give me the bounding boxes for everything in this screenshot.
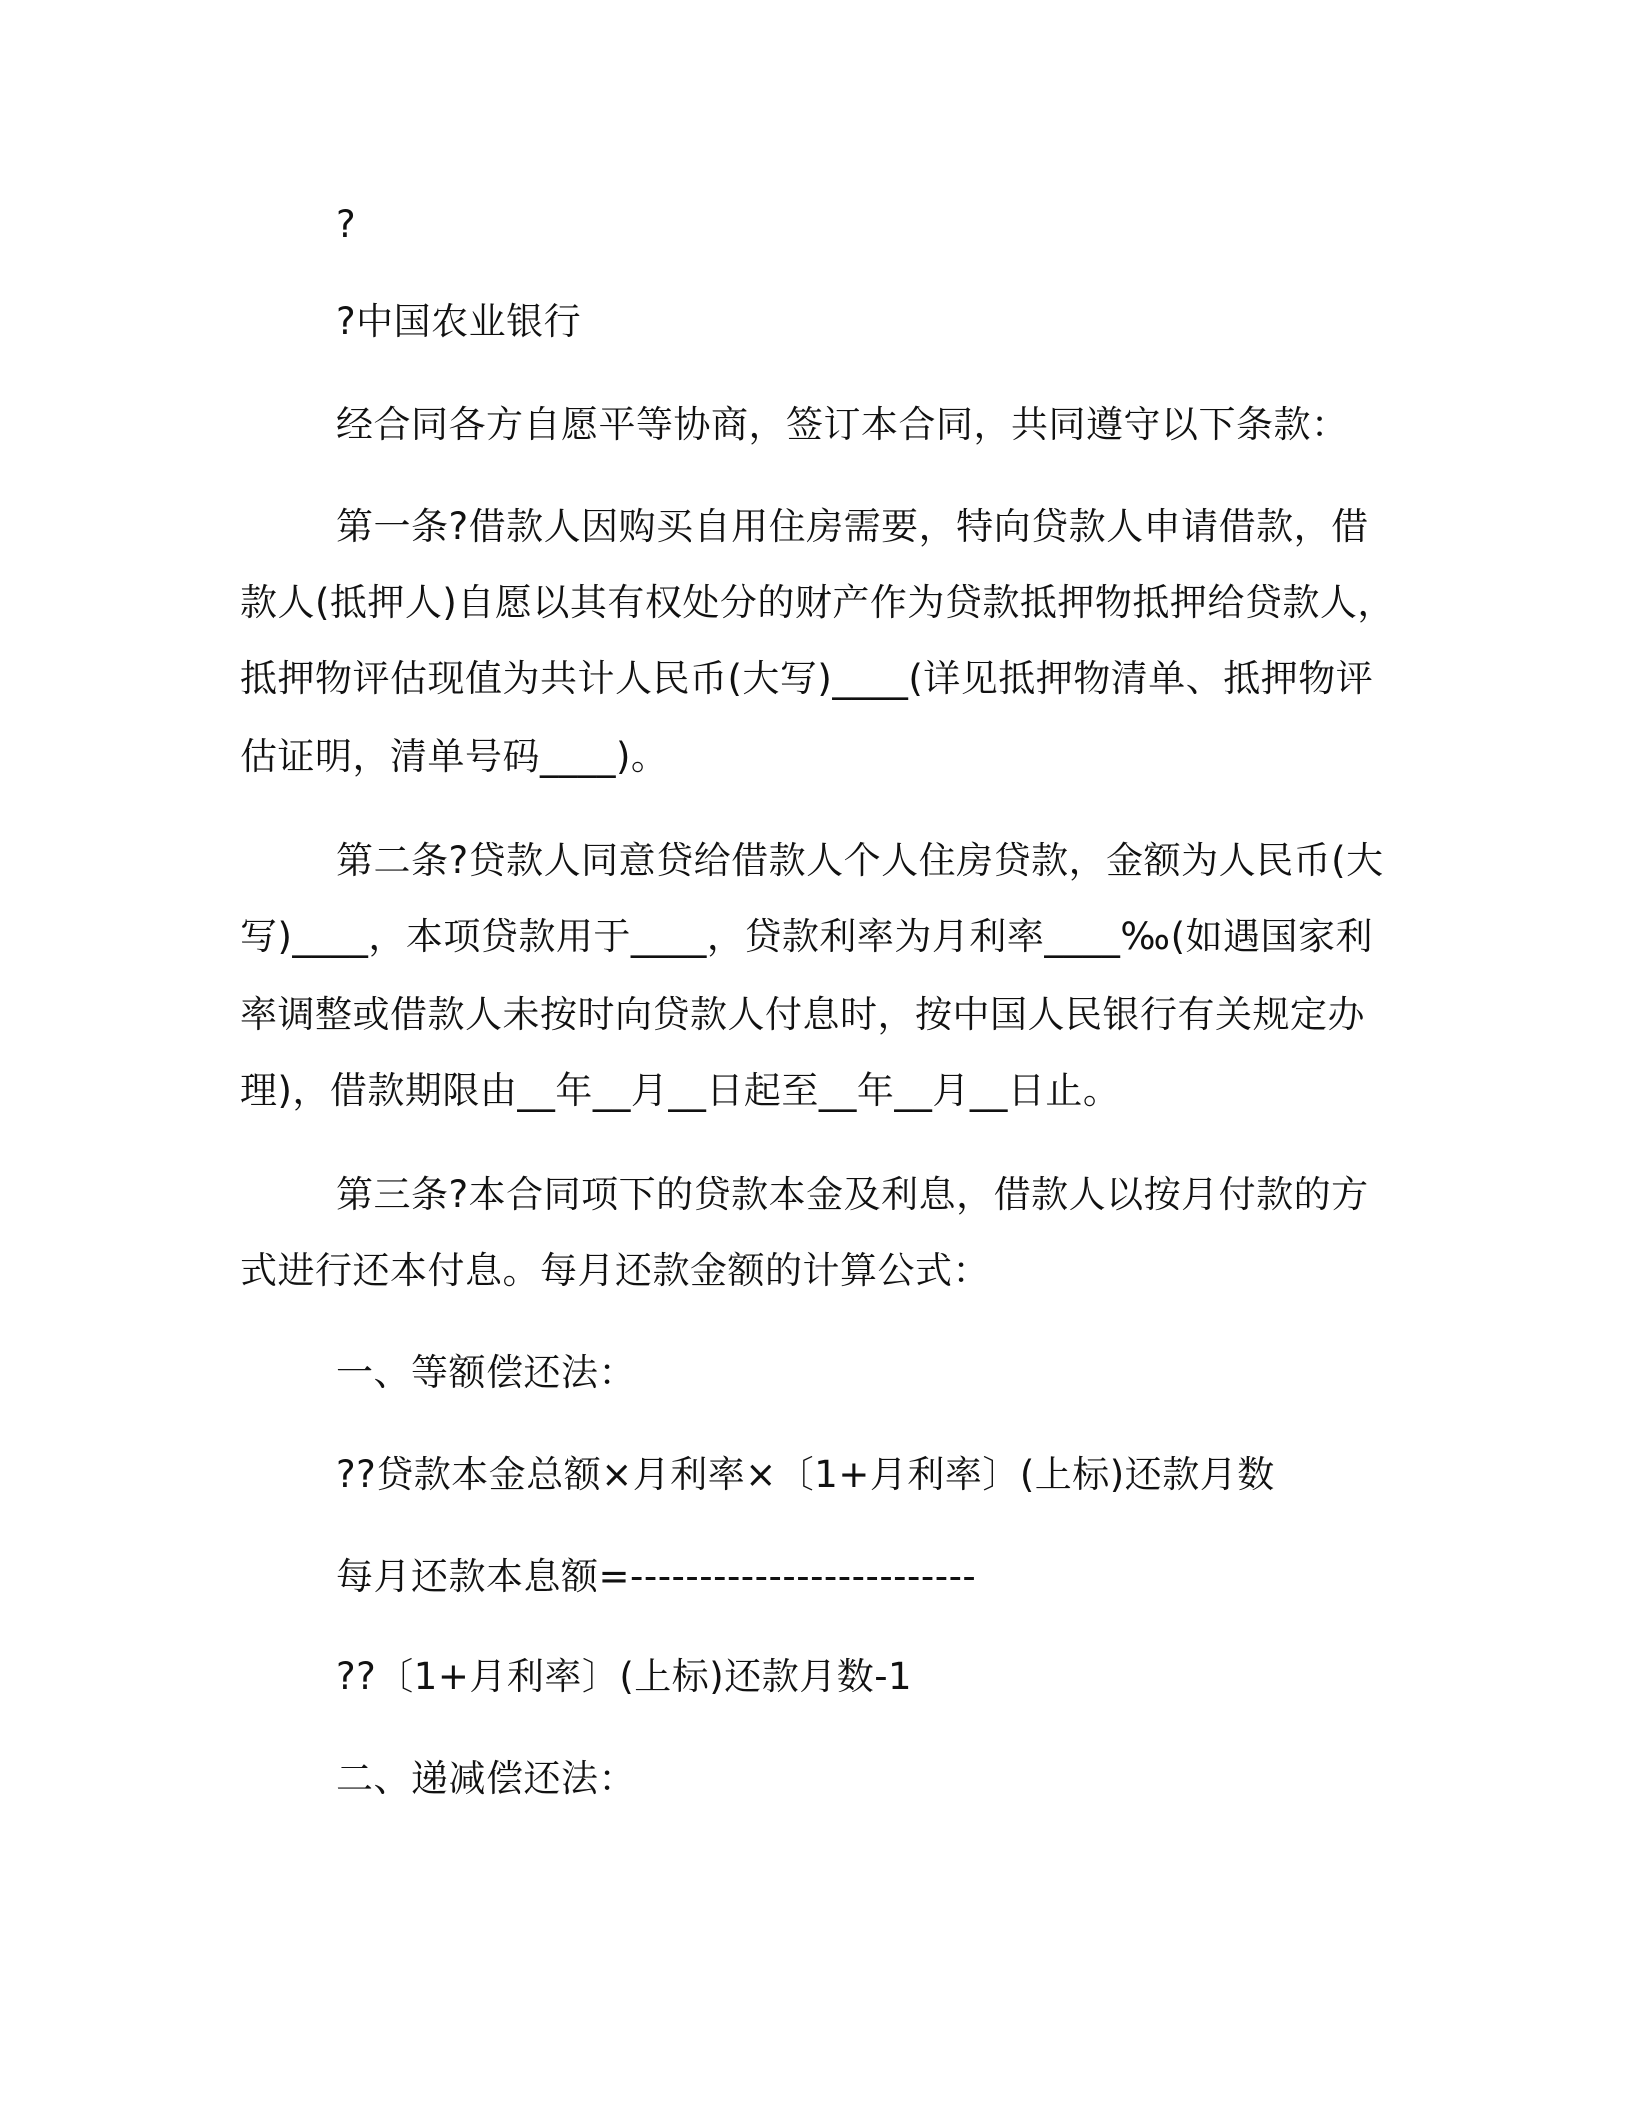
preamble: 经合同各方自愿平等协商，签订本合同，共同遵守以下条款： [336, 403, 1349, 446]
article-1-line-3: 抵押物评估现值为共计人民币(大写)____(详见抵押物清单、抵押物评 [240, 657, 1374, 700]
article-1-line-2: 款人(抵押人)自愿以其有权处分的财产作为贷款抵押物抵押给贷款人， [240, 581, 1395, 624]
article-2-line-3: 率调整或借款人未按时向贷款人付息时，按中国人民银行有关规定办 [240, 993, 1365, 1036]
article-3-line-2: 式进行还本付息。每月还款金额的计算公式： [240, 1249, 990, 1292]
article-2-line-2: 写)____，本项贷款用于____，贷款利率为月利率____‰(如遇国家利 [240, 915, 1374, 958]
document-page [240, 0, 1395, 2112]
method-2-heading: 二、递减偿还法： [336, 1757, 636, 1800]
article-2-line-4: 理)，借款期限由__年__月__日起至__年__月__日止。 [240, 1069, 1121, 1112]
formula-line: 每月还款本息额=------------------------- [336, 1555, 977, 1598]
formula-denominator: ??〔1+月利率〕(上标)还款月数-1 [336, 1655, 913, 1698]
article-2-line-1: 第二条?贷款人同意贷给借款人个人住房贷款，金额为人民币(大 [336, 839, 1384, 882]
bank-name: ?中国农业银行 [336, 300, 582, 343]
article-3-line-1: 第三条?本合同项下的贷款本金及利息，借款人以按月付款的方 [336, 1173, 1369, 1216]
stray-question-mark: ? [336, 203, 357, 246]
method-1-heading: 一、等额偿还法： [336, 1351, 636, 1394]
article-1-line-1: 第一条?借款人因购买自用住房需要，特向贷款人申请借款，借 [336, 505, 1369, 548]
formula-numerator: ??贷款本金总额×月利率×〔1+月利率〕(上标)还款月数 [336, 1453, 1275, 1496]
article-1-line-4: 估证明，清单号码____)。 [240, 735, 669, 778]
